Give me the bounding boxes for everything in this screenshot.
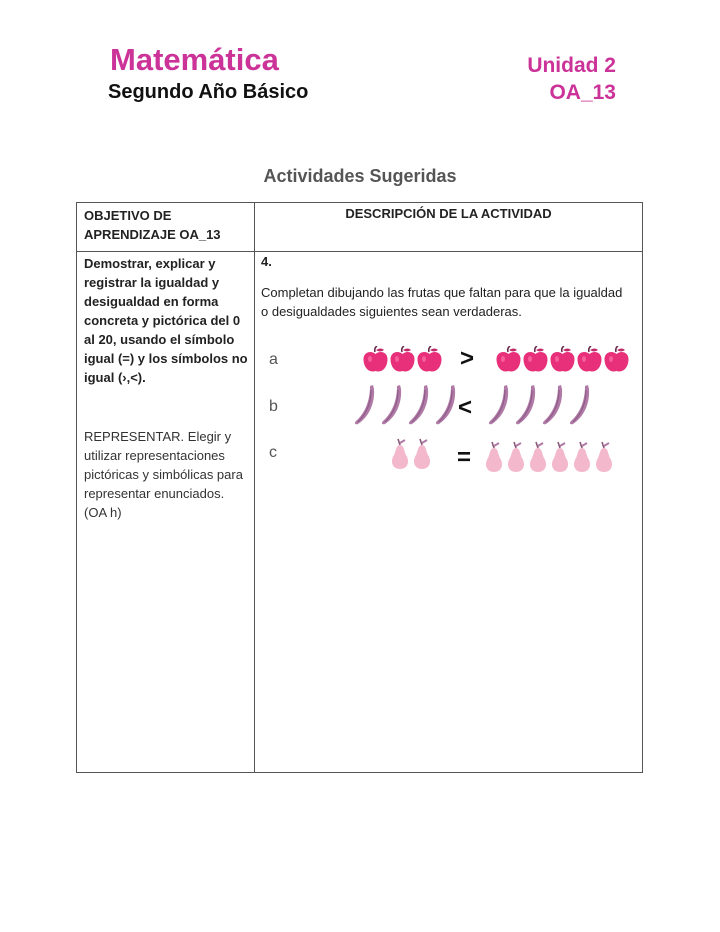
activity-description: Completan dibujando las frutas que faltan para que la igualdad o desigualdades siguientes sean verdaderas. <box>261 285 623 319</box>
page-subtitle: Segundo Año Básico <box>108 81 309 103</box>
apple-icon <box>416 346 443 374</box>
objective-column-header: OBJETIVO DE APRENDIZAJE OA_13 <box>84 208 221 242</box>
exercise-b-symbol: < <box>458 394 473 421</box>
banana-icon <box>380 384 404 426</box>
description-column-header: DESCRIPCIÓN DE LA ACTIVIDAD <box>345 206 552 221</box>
banana-icon <box>487 384 511 426</box>
skill-text: REPRESENTAR. Elegir y utilizar representaciones pictóricas y simbólicas para representar enunciados. (OA h) <box>84 429 243 520</box>
section-title: Actividades Sugeridas <box>263 166 457 186</box>
exercise-b-right-group <box>487 384 595 426</box>
banana-icon <box>434 384 458 426</box>
exercise-a-left-group <box>362 346 443 374</box>
banana-icon <box>541 384 565 426</box>
learning-objective: Demostrar, explicar y registrar la igualdad y desigualdad en forma concreta y pictórica del 0 al 20, usando el símbolo igual (=) y los símbolos no igual (›,<). <box>84 256 248 385</box>
pear-icon <box>571 441 593 473</box>
pear-icon <box>593 441 615 473</box>
exercise-c-symbol: = <box>457 444 472 471</box>
page-title: Matemática <box>110 42 279 77</box>
exercise-a-label: a <box>269 351 278 368</box>
apple-icon <box>603 346 630 374</box>
banana-icon <box>568 384 592 426</box>
apple-icon <box>522 346 549 374</box>
banana-icon <box>407 384 431 426</box>
activity-number: 4. <box>261 254 272 269</box>
exercise-c-label: c <box>269 444 277 461</box>
activities-table <box>76 202 643 773</box>
apple-icon <box>362 346 389 374</box>
pear-icon <box>549 441 571 473</box>
exercise-c-right-group <box>483 441 615 473</box>
exercise-a-symbol: > <box>460 345 475 372</box>
pear-icon <box>483 441 505 473</box>
banana-icon <box>353 384 377 426</box>
column-divider <box>254 203 255 772</box>
apple-icon <box>576 346 603 374</box>
exercise-b-left-group <box>353 384 461 426</box>
pear-icon <box>527 441 549 473</box>
unit-label: Unidad 2 <box>527 54 616 77</box>
pear-icon <box>505 441 527 473</box>
apple-icon <box>495 346 522 374</box>
oa-label: OA_13 <box>549 81 616 104</box>
exercise-b-label: b <box>269 398 278 415</box>
exercise-c-left-group <box>389 438 433 470</box>
apple-icon <box>389 346 416 374</box>
pear-icon <box>411 438 433 470</box>
pear-icon <box>389 438 411 470</box>
apple-icon <box>549 346 576 374</box>
exercise-a-right-group <box>495 346 630 374</box>
header-divider <box>77 251 642 252</box>
banana-icon <box>514 384 538 426</box>
